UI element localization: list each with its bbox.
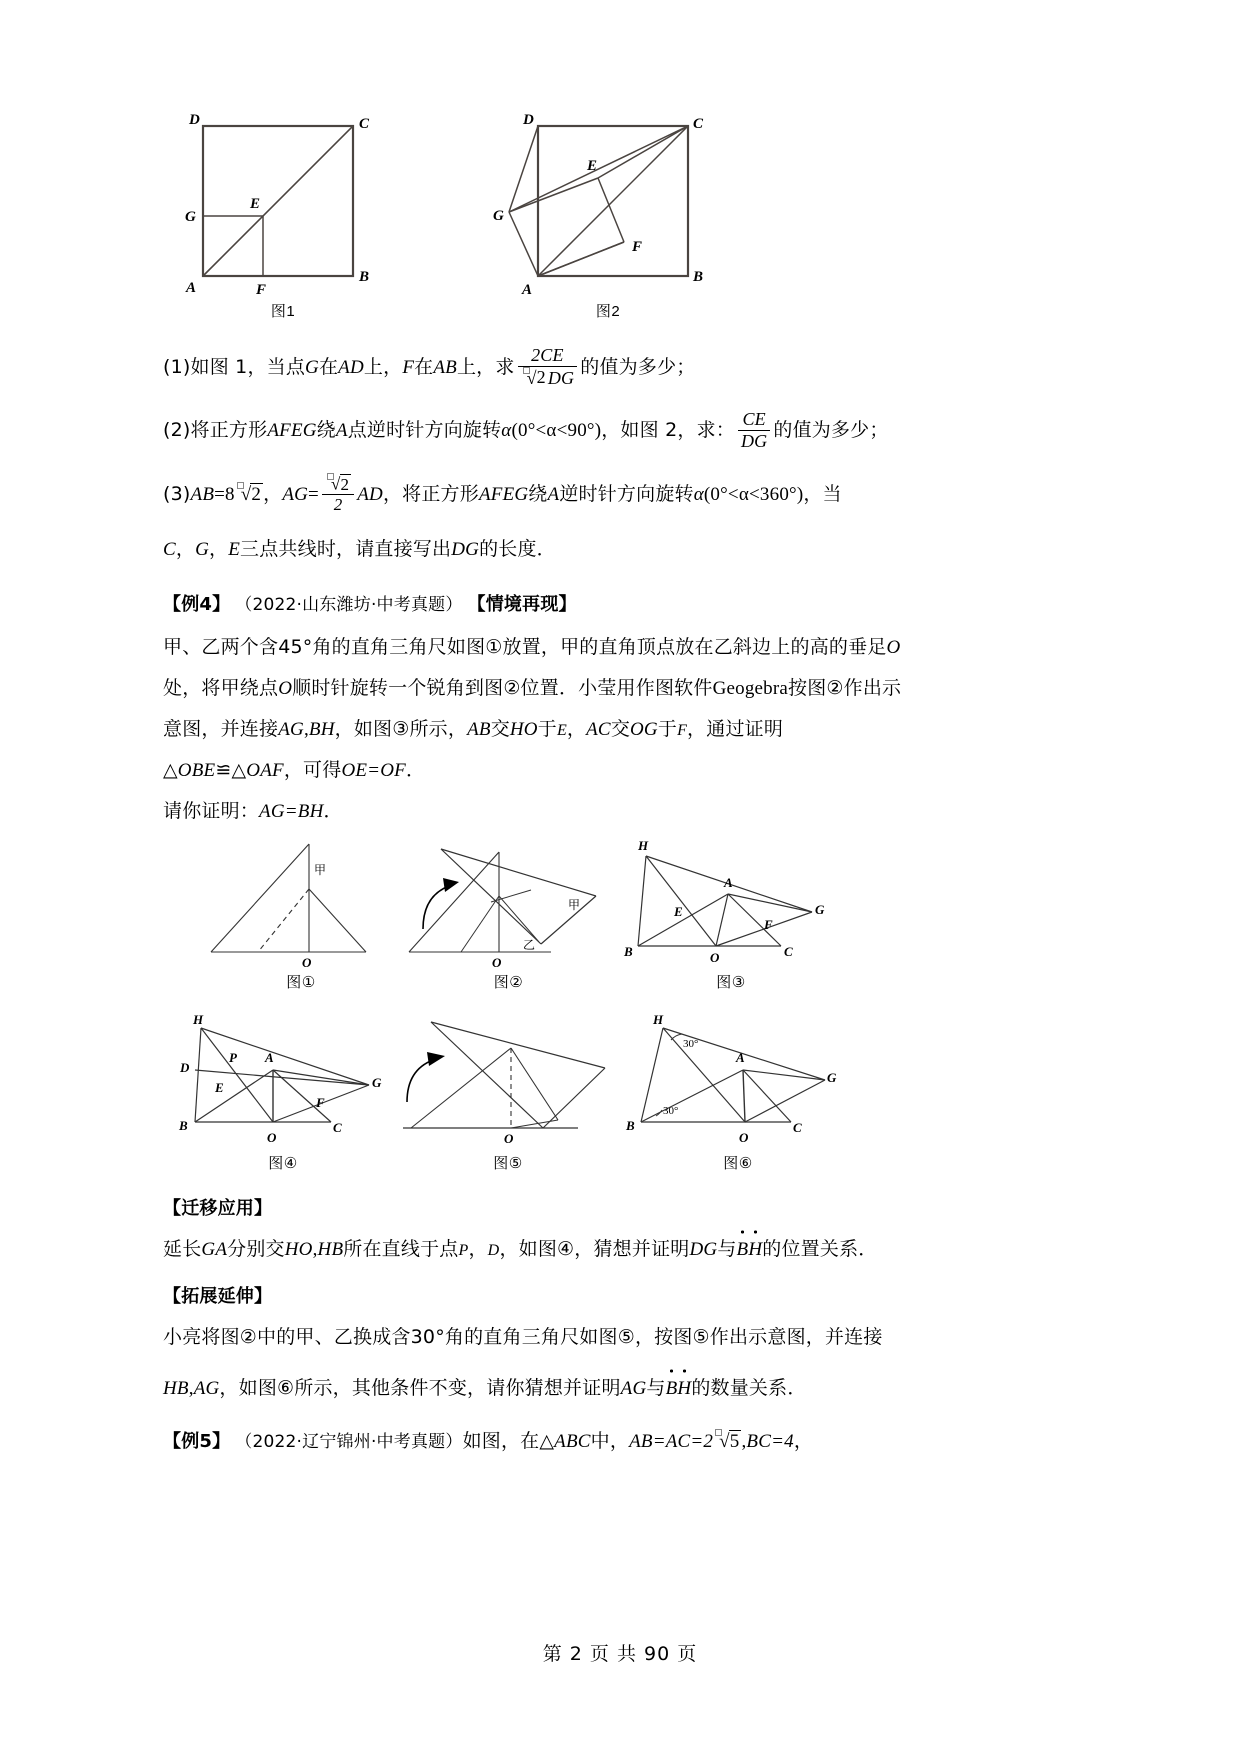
- figure-2-label-A: A: [522, 282, 533, 298]
- tr-e: ，如图④，猜想并证明: [499, 1238, 690, 1261]
- figure-circle-2: [401, 834, 616, 992]
- figure2-label-yi: 乙: [523, 938, 536, 953]
- tr-point-p: P: [458, 1242, 469, 1260]
- e4-l3-ho: HO: [509, 719, 538, 741]
- tr-point-d: D: [487, 1242, 500, 1260]
- q1-ab: AB: [433, 357, 457, 378]
- figure4-label-O: O: [267, 1130, 277, 1146]
- e4-l4-oe-of: OE=OF: [341, 760, 406, 782]
- e4-l3-a: 意图，并连接: [163, 718, 279, 741]
- q2-suffix: 的值为多少；: [773, 419, 889, 442]
- e4-l4-dot: ．: [405, 759, 426, 782]
- figure-1: [173, 108, 393, 321]
- q3-comma-1: ，: [175, 538, 196, 561]
- figure4-label-F: F: [316, 1095, 325, 1111]
- q3-comma-2: ，: [209, 538, 229, 561]
- figure6-label-B: B: [626, 1118, 635, 1134]
- figure6-label-H: H: [653, 1012, 664, 1028]
- q1-mid2: 上，: [363, 356, 403, 378]
- figure1-label-jia: 甲: [314, 863, 327, 878]
- figure-1-circle-svg: [201, 834, 391, 969]
- example-5-source: （2022·辽宁锦州·中考真题）: [235, 1431, 463, 1452]
- figure6-label-A: A: [736, 1050, 745, 1066]
- q1-point-f: F: [402, 357, 415, 378]
- q2-point-a: A: [335, 420, 348, 442]
- example-5-tag: 【例5】: [163, 1430, 231, 1452]
- figure6-label-O: O: [739, 1130, 749, 1146]
- tr-comma: ,: [312, 1239, 318, 1261]
- figure-4-circle-svg: [173, 1010, 388, 1150]
- e4-l3-yu2: 于: [657, 718, 678, 741]
- example-4-tag: 【例4】: [163, 593, 231, 615]
- page-footer: 第 2 页 共 90 页: [542, 1643, 698, 1665]
- figure-6-circle-svg: [623, 1010, 838, 1150]
- figure-2-label-D: D: [523, 112, 534, 128]
- figure-1-label-B: B: [359, 269, 370, 285]
- example-4-header: [163, 587, 963, 623]
- q3-radicand-1: 2: [251, 483, 262, 505]
- q3-eq2: =: [308, 483, 319, 505]
- q3-frac-numerator: [322, 473, 354, 494]
- figure-2-caption: 图2: [595, 303, 621, 320]
- q3-range: (0°<α<360°): [703, 483, 804, 505]
- figure4-label-E: E: [215, 1080, 224, 1096]
- page-content: [163, 108, 963, 1464]
- e5-bc: BC=4: [746, 1430, 794, 1452]
- figure4-label-G: G: [372, 1075, 382, 1091]
- figure1-label-O: O: [302, 955, 312, 970]
- q3-sep: ，: [263, 482, 283, 505]
- figure-circle-1-caption: 图①: [286, 974, 316, 992]
- q2-frac-denominator: DG: [738, 430, 770, 452]
- e4-l4-triangle-oaf: △OAF: [231, 760, 284, 782]
- figure-circle-1: [201, 834, 401, 992]
- figure6-label-G: G: [827, 1070, 837, 1086]
- q1-prefix: (1)如图 1，当点: [163, 356, 306, 378]
- q3-line2-suffix: 的长度．: [479, 538, 556, 561]
- q3-ag: AG: [282, 483, 309, 505]
- q3-mid4: ，当: [803, 482, 842, 505]
- e4-l3-point-f: F: [677, 722, 688, 740]
- ex-yu: 与: [646, 1376, 666, 1399]
- q2-frac-numerator: CE: [742, 409, 766, 430]
- figure-circle-5-caption: 图⑤: [493, 1155, 523, 1173]
- figure3-label-O: O: [710, 950, 720, 966]
- e4-l2-geogebra: Geogebra: [712, 677, 789, 699]
- figure-circle-5: [393, 1010, 623, 1173]
- ex-l1: 小亮将图②中的甲、乙换成含30°角的直角三角尺如图⑤，按图⑤作出示意图，并连接: [163, 1325, 883, 1348]
- q1-frac-numerator: 2CE: [531, 344, 564, 365]
- e4-l4-tail: ，可得: [283, 759, 342, 782]
- example-4-body-line-4: [163, 752, 963, 789]
- figure-circle-6: [623, 1010, 853, 1173]
- figure5-label-O: O: [504, 1131, 514, 1147]
- figure-2-label-B: B: [693, 269, 704, 285]
- ex-a: ，如图⑥所示，其他条件不变，请你猜想并证明: [219, 1376, 621, 1399]
- e4-l3-ab: AB: [467, 719, 491, 741]
- q3-point-g: G: [195, 539, 209, 561]
- e4-l3-ac: AC: [586, 719, 611, 741]
- example-4-body-line-2: [163, 670, 963, 707]
- figure6-label-angle-top: 30°: [683, 1038, 699, 1051]
- figure-1-svg: [173, 108, 393, 298]
- figure-2: [493, 108, 723, 321]
- e4-prove-suffix: ．: [323, 800, 343, 823]
- figure-2-label-E: E: [587, 158, 598, 174]
- q2-fraction: [738, 409, 770, 451]
- e4-l3-ag: AG: [278, 719, 304, 741]
- tr-hb: HB: [317, 1239, 344, 1261]
- q1-radical: √2: [521, 367, 548, 389]
- extend-body-line-1: [163, 1319, 963, 1356]
- q2-mid3: ，如图 2，求：: [601, 419, 735, 442]
- q1-mid3: 在: [414, 356, 434, 378]
- question-3-line-2: [163, 525, 963, 574]
- figure-1-label-A: A: [186, 280, 197, 296]
- extend-body-line-2: [163, 1370, 963, 1407]
- q3-eq1: =8: [214, 483, 235, 505]
- tr-ga: GA: [201, 1239, 228, 1261]
- figure-row-2: [163, 1010, 963, 1173]
- ex-comma: ,: [188, 1377, 194, 1399]
- figure-1-label-C: C: [359, 116, 370, 132]
- e4-l2-a: 处，将甲绕点: [163, 676, 279, 699]
- q3-fraction: [322, 473, 354, 514]
- q3-frac-denominator: 2: [322, 494, 354, 515]
- example-5-line: [163, 1423, 963, 1460]
- q3-ab: AB: [190, 483, 215, 505]
- e4-l4-congruent-symbol: ≌: [215, 760, 232, 782]
- e4-prove-prefix: 请你证明：: [163, 800, 260, 823]
- transfer-badge-line: [163, 1191, 963, 1227]
- e4-l3-bh: BH: [308, 719, 335, 741]
- q1-point-g: G: [305, 357, 319, 378]
- e4-l3-yu: 于: [537, 718, 557, 741]
- question-3-line-1: [163, 470, 963, 519]
- figure3-label-A: A: [724, 875, 733, 891]
- ex-bh: BH: [665, 1377, 692, 1399]
- figure3-label-B: B: [624, 944, 633, 960]
- e4-l2-b: 顺时针旋转一个锐角到图②位置．小莹用作图软件: [292, 676, 713, 699]
- e5-radicand: 5: [729, 1430, 740, 1452]
- figure-5-circle-svg: [393, 1010, 613, 1150]
- figure-1-label-F: F: [256, 282, 267, 298]
- e4-l3-og: OG: [630, 719, 658, 741]
- ex-ag2: AG: [620, 1377, 647, 1399]
- e4-l3-point-e: E: [556, 722, 567, 740]
- q2-alpha: α: [501, 420, 512, 442]
- e5-c: ,: [741, 1430, 747, 1452]
- figure6-label-C: C: [793, 1120, 802, 1136]
- q3-point-a: A: [547, 483, 560, 505]
- top-figure-row: [173, 108, 963, 321]
- e5-radical: √5: [713, 1424, 741, 1460]
- q2-afeg: AFEG: [267, 420, 317, 442]
- figure2-label-jia: 甲: [568, 898, 581, 913]
- figure4-label-P: P: [229, 1050, 237, 1066]
- q3-mid3: 逆时针方向旋转: [559, 482, 694, 505]
- figure-1-caption: 图1: [270, 303, 296, 320]
- q3-alpha: α: [693, 483, 704, 505]
- example-4-source: （2022·山东潍坊·中考真题）: [235, 594, 463, 615]
- e4-l3-jiao: 交: [490, 718, 510, 741]
- e4-l3-c: ，: [566, 718, 587, 741]
- q3-radical-2: √2: [325, 473, 351, 494]
- e4-l3-comma: ,: [303, 719, 309, 741]
- q2-range: (0°<α<90°): [511, 420, 602, 442]
- q3-point-e: E: [228, 539, 241, 561]
- figure-1-label-D: D: [189, 112, 200, 128]
- figure2-label-O: O: [492, 955, 502, 970]
- tr-comma2: ，: [468, 1238, 488, 1261]
- figure4-label-A: A: [265, 1050, 274, 1066]
- e4-prove-expression: AG=BH: [259, 801, 324, 823]
- question-1: [163, 343, 963, 392]
- q3-mid1: ，将正方形: [382, 482, 479, 505]
- tr-a: 延长: [163, 1238, 202, 1261]
- figure3-label-E: E: [674, 904, 683, 920]
- q3-point-c: C: [163, 539, 176, 561]
- figure-2-label-C: C: [693, 116, 704, 132]
- q3-radicand-2: 2: [340, 474, 350, 494]
- figure-2-label-G: G: [493, 208, 504, 224]
- figure3-label-F: F: [764, 917, 773, 933]
- figure-row-1: [163, 834, 963, 992]
- tr-ho: HO: [284, 1239, 313, 1261]
- figure-circle-3-caption: 图③: [716, 974, 746, 992]
- q2-prefix: (2)将正方形: [163, 419, 268, 442]
- extend-badge: 【拓展延伸】: [163, 1285, 273, 1307]
- figure-2-label-F: F: [632, 239, 643, 255]
- figure-circle-3: [616, 834, 846, 992]
- e4-l1-text: 甲、乙两个含45°角的直角三角尺如图①放置，甲的直角顶点放在乙斜边上的高的垂足: [163, 635, 887, 658]
- e5-d: ，: [793, 1429, 814, 1452]
- q1-ad: AD: [338, 357, 364, 378]
- example-4-prove-line: [163, 793, 963, 830]
- e5-a: 如图，在: [462, 1429, 540, 1452]
- figure-1-label-E: E: [250, 196, 261, 212]
- e4-l2-c: 按图②作出示: [788, 676, 902, 699]
- figure-1-label-G: G: [185, 209, 196, 225]
- example-4-badge: 【情境再现】: [467, 593, 577, 615]
- e4-l4-triangle-obe: △OBE: [163, 760, 216, 782]
- e4-l3-b: ，如图③所示，: [334, 718, 468, 741]
- example-4-body-line-1: [163, 629, 963, 666]
- q3-ad: AD: [357, 483, 383, 505]
- tr-f: 的位置关系．: [762, 1238, 878, 1261]
- figure3-label-G: G: [815, 902, 825, 918]
- e4-l1-point-o: O: [886, 636, 901, 658]
- figure4-label-H: H: [193, 1012, 204, 1028]
- figure6-label-angle-bottom: 30°: [663, 1105, 679, 1118]
- q2-mid2: 点逆时针方向旋转: [347, 419, 502, 442]
- figure3-label-H: H: [638, 838, 649, 854]
- example-4-body-line-3: [163, 711, 963, 748]
- q1-mid4: 上，求: [456, 356, 515, 378]
- q1-radicand: 2: [536, 367, 546, 388]
- q3-mid2: 绕: [528, 482, 548, 505]
- figure-circle-4: [173, 1010, 393, 1173]
- q3-radical-1: √2: [235, 471, 263, 519]
- tr-c: 所在直线于点: [343, 1238, 459, 1261]
- e5-triangle-abc: △ABC: [539, 1430, 591, 1452]
- figure4-label-B: B: [179, 1118, 188, 1134]
- figure-3-circle-svg: [616, 834, 831, 969]
- e4-l3-jiao2: 交: [610, 718, 631, 741]
- q1-frac-den-dg: DG: [547, 367, 575, 388]
- e5-ab-ac: AB=AC=2: [629, 1430, 714, 1452]
- figure-circle-2-caption: 图②: [493, 974, 524, 992]
- q3-afeg: AFEG: [478, 483, 529, 505]
- tr-bh: BH: [736, 1239, 763, 1261]
- ex-ag: AG: [193, 1377, 220, 1399]
- q2-mid1: 绕: [316, 419, 336, 442]
- figure4-label-D: D: [180, 1060, 190, 1076]
- e5-b: 中，: [590, 1429, 630, 1452]
- q1-suffix: 的值为多少；: [580, 356, 696, 378]
- tr-b: 分别交: [227, 1238, 285, 1261]
- q1-fraction: [518, 345, 578, 388]
- ex-b: 的数量关系．: [691, 1376, 807, 1399]
- q3-dg: DG: [451, 539, 480, 561]
- tr-yu: 与: [717, 1238, 737, 1261]
- figure-circle-4-caption: 图④: [268, 1155, 298, 1173]
- transfer-body-line: [163, 1231, 963, 1268]
- extend-badge-line: [163, 1279, 963, 1315]
- q1-mid1: 在: [318, 356, 339, 378]
- q3-line2-mid: 三点共线时，请直接写出: [240, 538, 452, 561]
- q3-number: (3): [163, 482, 191, 505]
- figure4-label-C: C: [333, 1120, 342, 1136]
- figure-circle-6-caption: 图⑥: [723, 1155, 753, 1173]
- figure3-label-C: C: [784, 944, 793, 960]
- e4-l2-point-o: O: [278, 677, 293, 699]
- question-2: [163, 406, 963, 455]
- q1-frac-denominator: [518, 366, 578, 389]
- figure-2-svg: [493, 108, 723, 298]
- tr-dg: DG: [689, 1239, 718, 1261]
- figure-2-circle-svg: [401, 834, 606, 969]
- ex-hb: HB: [163, 1377, 189, 1399]
- transfer-badge: 【迁移应用】: [163, 1198, 273, 1220]
- e4-l3-d: ，通过证明: [687, 718, 784, 741]
